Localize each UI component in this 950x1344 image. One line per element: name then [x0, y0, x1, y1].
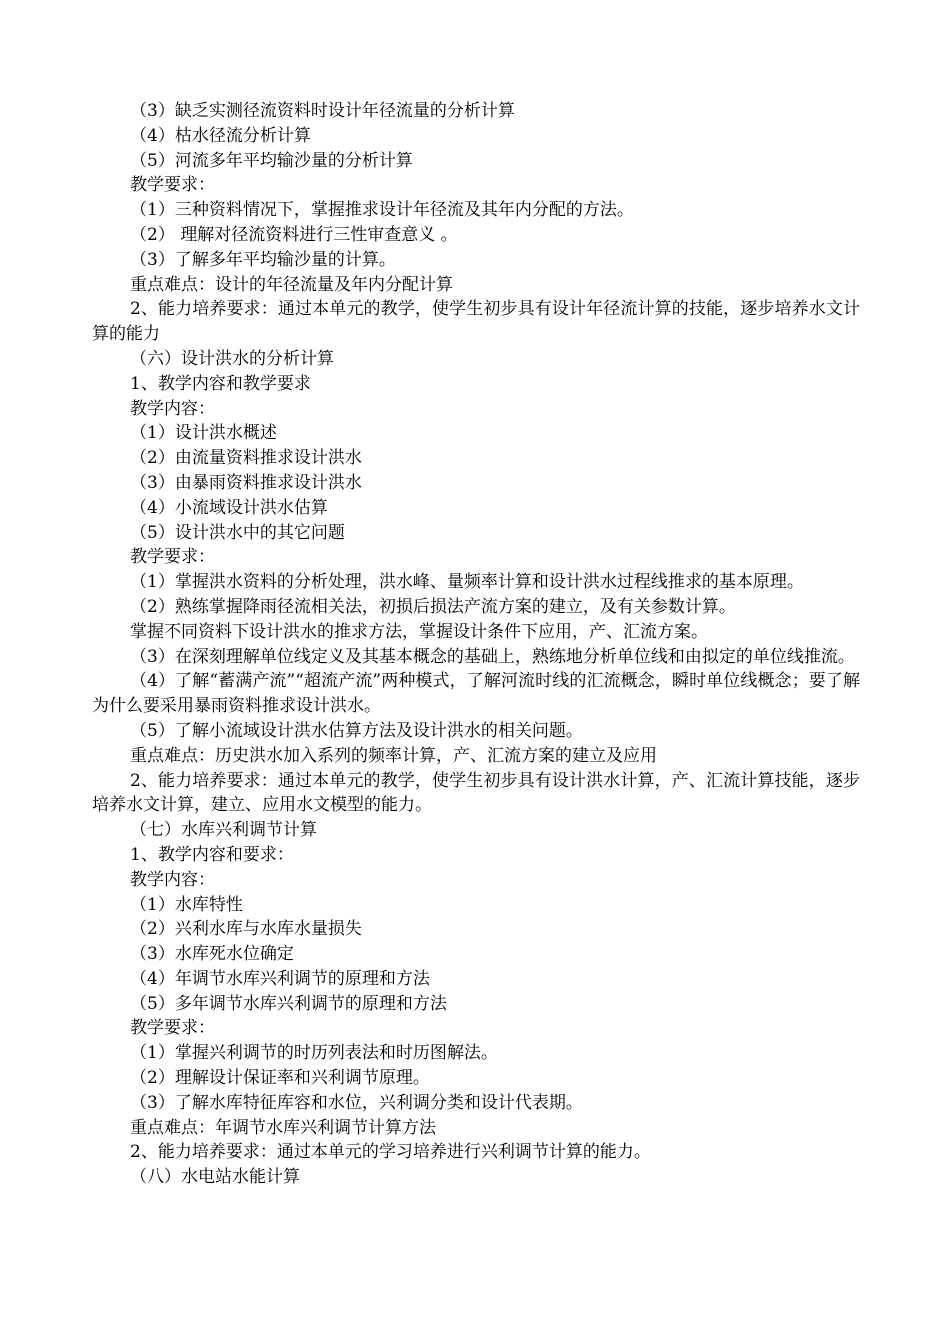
text-line: （4）小流域设计洪水估算: [130, 497, 328, 518]
text-line: （2）理解设计保证率和兴利调节原理。: [130, 1068, 430, 1089]
text-line: （1）掌握兴利调节的时历列表法和时历图解法。: [130, 1043, 498, 1064]
text-line: （1）掌握洪水资料的分析处理，洪水峰、量频率计算和设计洪水过程线推求的基本原理。: [130, 572, 804, 593]
text-line: （1）水库特性: [130, 894, 243, 915]
text-line: 教学要求：: [130, 547, 215, 568]
text-line: 1、教学内容和要求：: [130, 844, 294, 865]
text-line: 重点难点：年调节水库兴利调节计算方法: [130, 1117, 436, 1138]
text-line: （3）缺乏实测径流资料时设计年径流量的分析计算: [130, 101, 515, 121]
text-line: 教学要求：: [130, 1018, 215, 1039]
text-line: （4）枯水径流分析计算: [130, 125, 311, 146]
text-line: （5）了解小流域设计洪水估算方法及设计洪水的相关问题。: [130, 720, 583, 741]
text-line: 1、教学内容和教学要求: [130, 373, 311, 394]
text-line: （5）多年调节水库兴利调节的原理和方法: [130, 993, 447, 1014]
text-line: （2）由流量资料推求设计洪水: [130, 448, 362, 469]
document-body: [92, 99, 860, 1190]
text-line: 教学要求：: [130, 175, 215, 196]
text-line: 教学内容：: [130, 398, 215, 419]
text-line: （七）水库兴利调节计算: [130, 820, 317, 841]
text-line: （4）了解“蓄满产流”“超流产流”两种模式，了解河流时线的汇流概念，瞬时单位线概念；要了解为什么要采用暴雨资料推求设计洪水。: [92, 671, 860, 717]
text-line: 教学内容：: [130, 869, 215, 890]
text-line: （2）兴利水库与水库水量损失: [130, 919, 362, 940]
text-line: （1）设计洪水概述: [130, 423, 277, 444]
text-line: （八）水电站水能计算: [130, 1167, 300, 1188]
text-line: （2）熟练掌握降雨径流相关法，初损后损法产流方案的建立，及有关参数计算。: [130, 596, 736, 617]
text-line: （1）三种资料情况下，掌握推求设计年径流及其年内分配的方法。: [130, 200, 634, 221]
text-line: 2、能力培养要求：通过本单元的教学，使学生初步具有设计年径流计算的技能，逐步培养水文计算的能力: [92, 299, 860, 345]
text-line: （3）了解水库特征库容和水位，兴利调分类和设计代表期。: [130, 1092, 583, 1113]
text-line: 2、能力培养要求：通过本单元的教学，使学生初步具有设计洪水计算，产、汇流计算技能，逐步培养水文计算，建立、应用水文模型的能力。: [92, 770, 860, 816]
text-line: 2、能力培养要求：通过本单元的学习培养进行兴利调节计算的能力。: [130, 1142, 651, 1163]
text-line: （3）水库死水位确定: [130, 944, 294, 965]
text-line: （4）年调节水库兴利调节的原理和方法: [130, 968, 430, 989]
text-line: 掌握不同资料下设计洪水的推求方法，掌握设计条件下应用，产、汇流方案。: [130, 621, 708, 642]
text-line: （5）设计洪水中的其它问题: [130, 522, 345, 543]
text-line: （3）了解多年平均输沙量的计算。: [130, 249, 396, 270]
text-line: 重点难点：历史洪水加入系列的频率计算，产、汇流方案的建立及应用: [130, 745, 657, 766]
text-line: （六）设计洪水的分析计算: [130, 348, 334, 369]
text-line: （2） 理解对径流资料进行三性审查意义 。: [130, 224, 458, 245]
text-line: 重点难点：设计的年径流量及年内分配计算: [130, 274, 453, 295]
text-line: （3）在深刻理解单位线定义及其基本概念的基础上，熟练地分析单位线和由拟定的单位线推流。: [130, 646, 855, 667]
text-line: （3）由暴雨资料推求设计洪水: [130, 472, 362, 493]
text-line: （5）河流多年平均输沙量的分析计算: [130, 150, 413, 171]
